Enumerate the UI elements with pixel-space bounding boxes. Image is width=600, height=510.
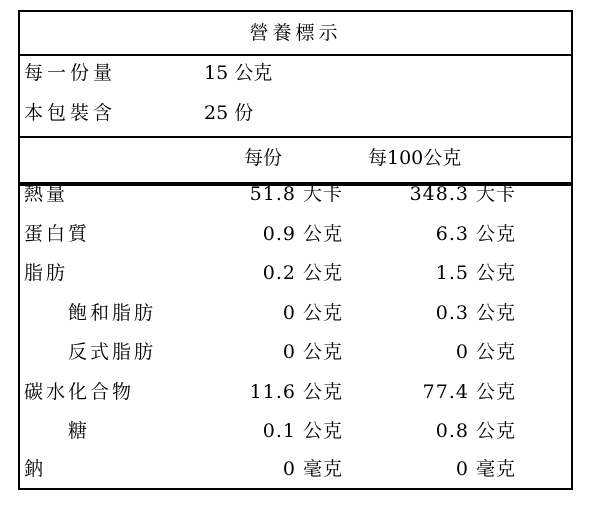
nutrient-row <box>20 215 571 254</box>
col-per-100g: 每100公克 <box>368 147 462 169</box>
per-100g-value: 348.3 大卡 <box>409 183 516 205</box>
nutrient-name: 熱量 <box>24 183 69 205</box>
label-title: 營養標示 <box>20 12 571 56</box>
nutrient-row <box>20 412 571 451</box>
nutrient-row <box>20 254 571 293</box>
per-100g-value: 0.8 公克 <box>435 420 516 442</box>
nutrient-row <box>20 175 571 214</box>
per-100g-value: 0 毫克 <box>455 458 516 480</box>
nutrient-name: 蛋白質 <box>24 223 91 245</box>
nutrient-name: 脂肪 <box>24 262 69 284</box>
servings-per-pack-row <box>20 96 571 130</box>
per-serving-value: 0.9 公克 <box>262 223 343 245</box>
nutrient-name: 糖 <box>68 420 91 442</box>
serving-size-label: 每一份量 <box>24 62 117 84</box>
per-serving-value: 0 公克 <box>282 302 343 324</box>
servings-per-pack-label: 本包裝含 <box>24 102 117 124</box>
nutrient-row <box>20 294 571 333</box>
per-100g-value: 0.3 公克 <box>435 302 516 324</box>
per-100g-value: 0 公克 <box>455 341 516 363</box>
nutrient-name: 鈉 <box>24 458 47 480</box>
nutrient-row <box>20 450 571 489</box>
per-100g-value: 77.4 公克 <box>422 381 516 403</box>
per-serving-value: 0.1 公克 <box>262 420 343 442</box>
per-serving-value: 0.2 公克 <box>262 262 343 284</box>
col-per-serving: 每份 <box>244 147 283 169</box>
per-serving-value: 0 毫克 <box>282 458 343 480</box>
per-serving-value: 11.6 公克 <box>249 381 343 403</box>
per-100g-value: 6.3 公克 <box>435 223 516 245</box>
nutrient-row <box>20 373 571 412</box>
per-100g-value: 1.5 公克 <box>435 262 516 284</box>
nutrition-label <box>18 10 573 490</box>
nutrient-row <box>20 333 571 372</box>
serving-size-row <box>20 56 571 90</box>
nutrient-name: 飽和脂肪 <box>68 302 157 324</box>
serving-size-value: 15 公克 <box>204 62 273 84</box>
servings-per-pack-value: 25 份 <box>204 102 254 124</box>
per-serving-value: 0 公克 <box>282 341 343 363</box>
nutrient-name: 碳水化合物 <box>24 381 135 403</box>
nutrient-name: 反式脂肪 <box>68 341 157 363</box>
per-serving-value: 51.8 大卡 <box>249 183 343 205</box>
